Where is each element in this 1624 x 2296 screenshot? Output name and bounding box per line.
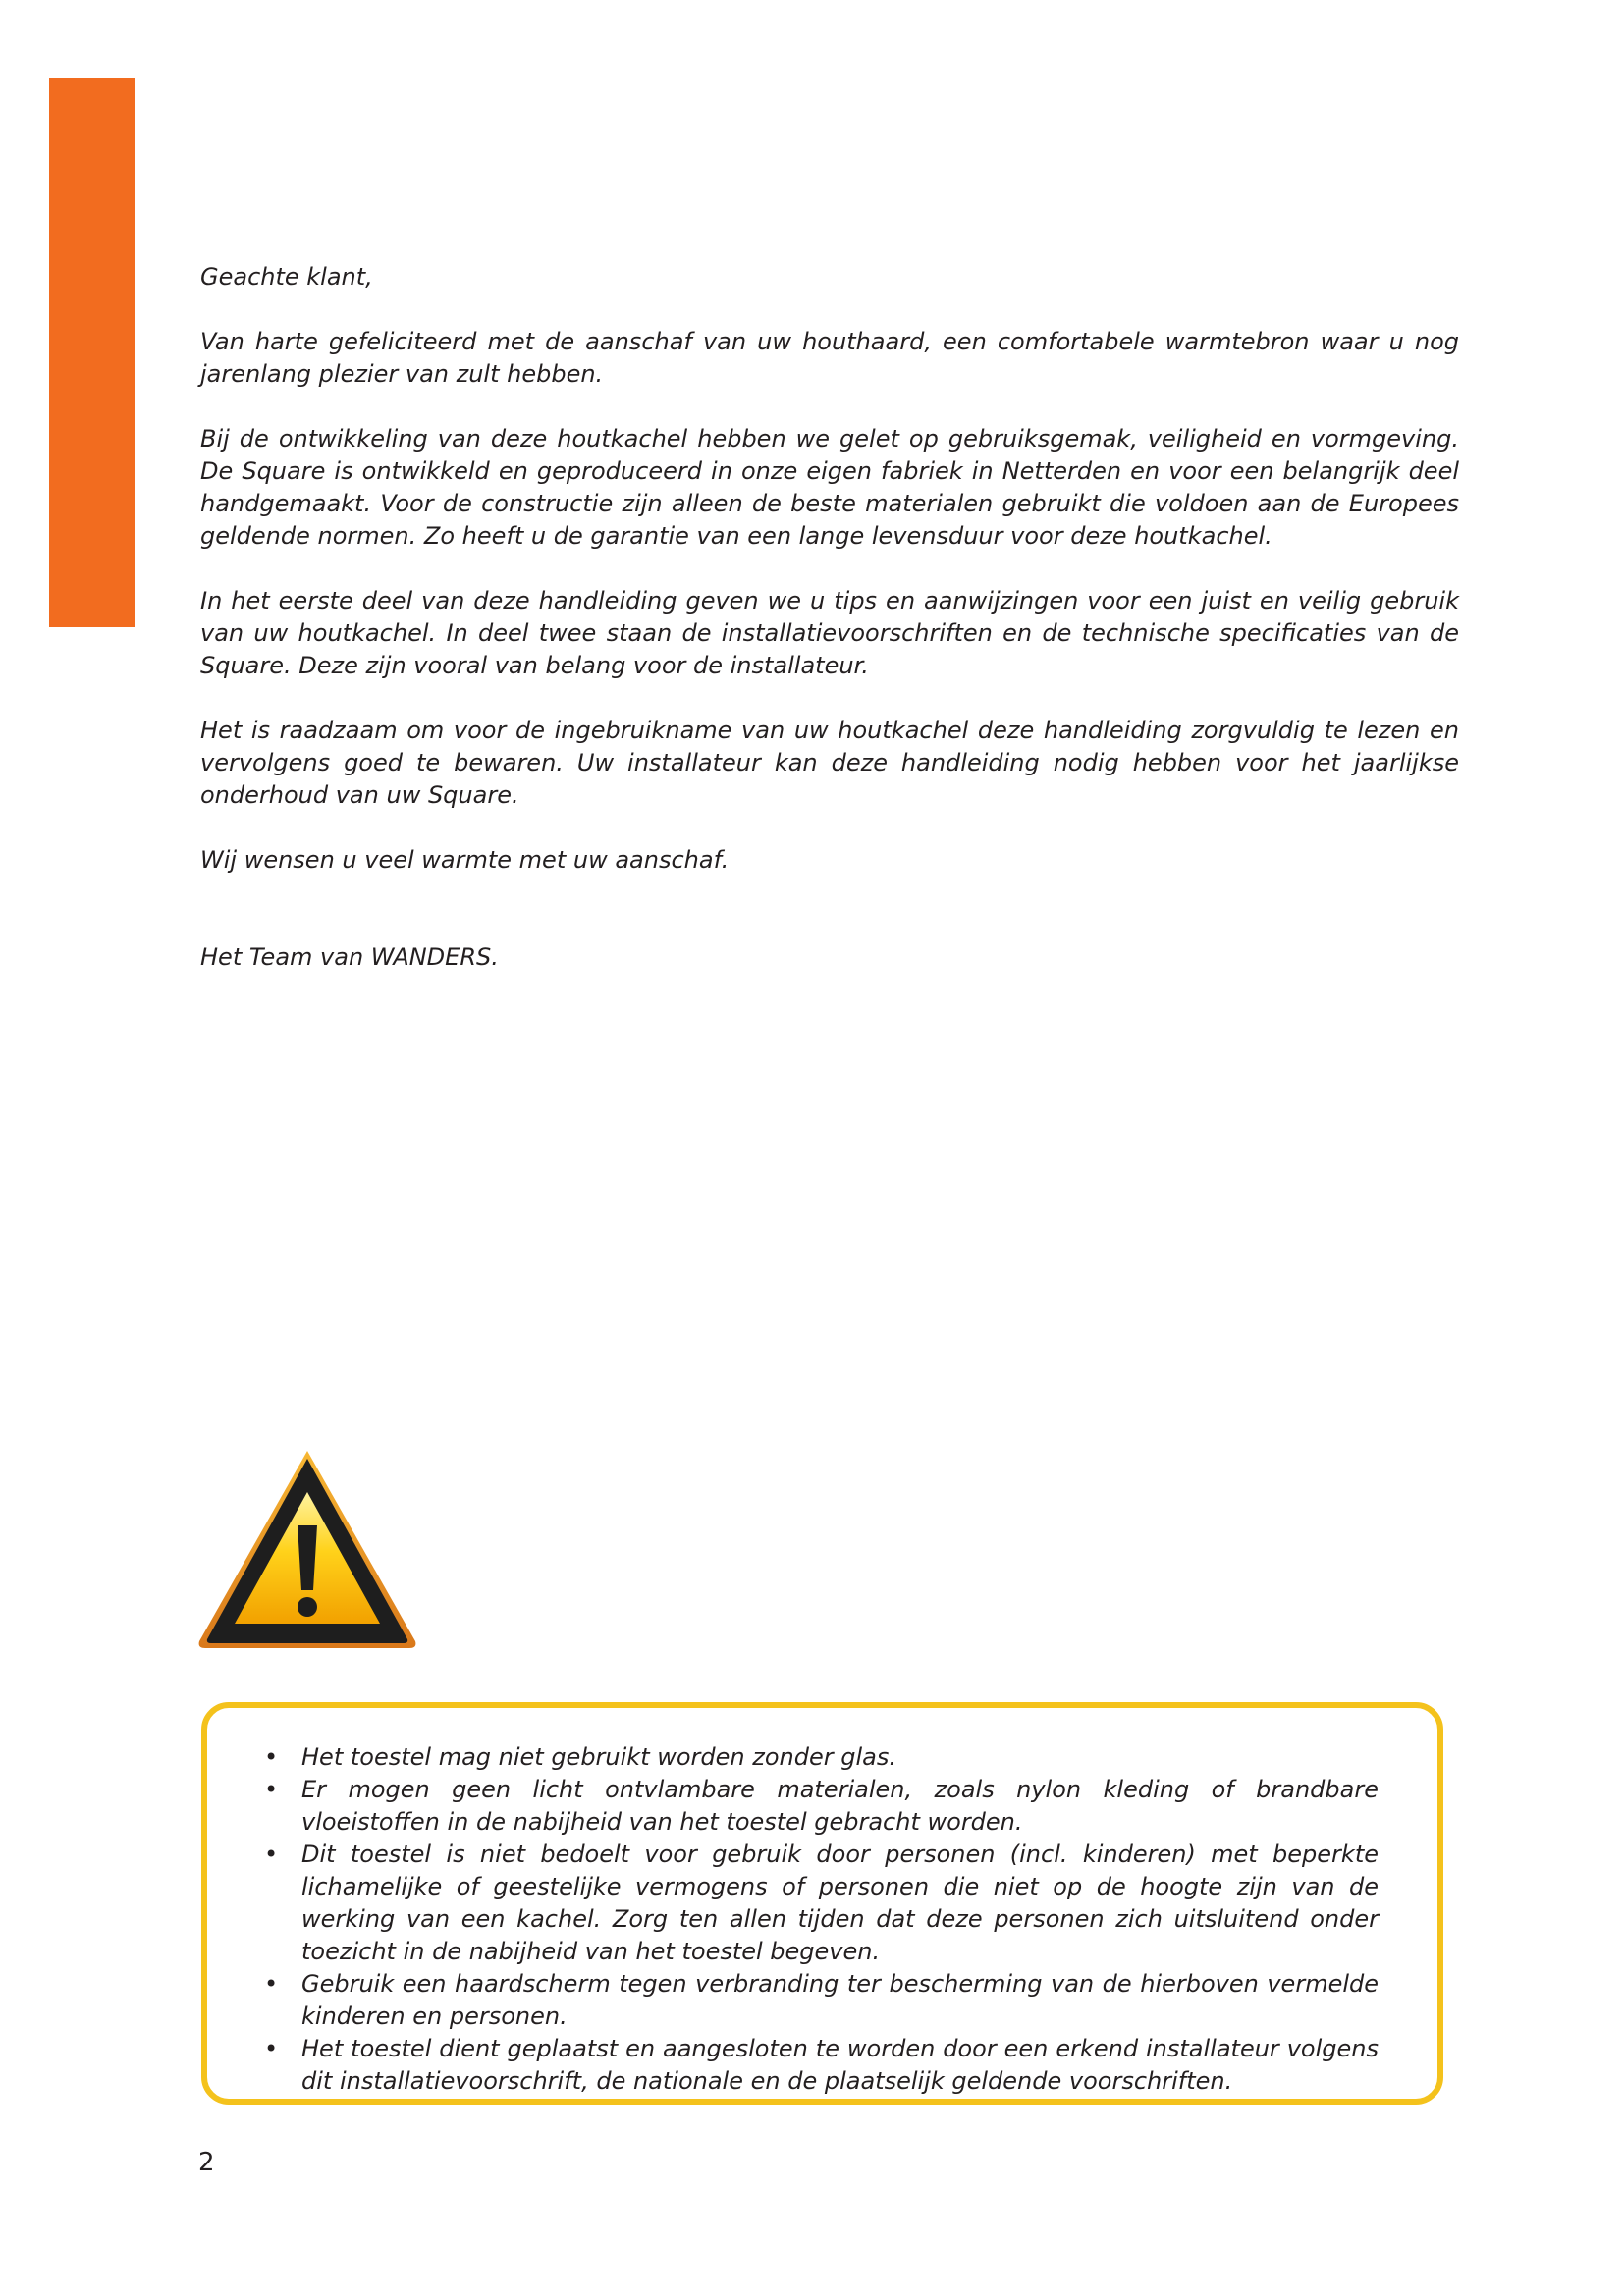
letter-paragraph: Het is raadzaam om voor de ingebruikname van uw houtkachel deze handleiding zorgvuldig te lezen en vervolgens goed te bewaren. Uw installateur kan deze handleiding nodig hebben voor het jaarlijkse onderhoud van uw Square. xyxy=(200,717,1459,809)
letter-paragraph: In het eerste deel van deze handleiding geven we u tips en aanwijzingen voor een juist en veilig gebruik van uw houtkachel. In deel twee staan de installatievoorschriften en de technische specificaties van de Square. Deze zijn vooral van belang voor de installateur. xyxy=(200,587,1459,679)
letter-paragraph: Bij de ontwikkeling van deze houtkachel hebben we gelet op gebruiksgemak, veiligheid en vormgeving. De Square is ontwikkeld en geproduceerd in onze eigen fabriek in Netterden en voor een belangrijk deel handgemaakt. Voor de constructie zijn alleen de beste materialen gebruikt die voldoen aan de Europees geldende normen. Zo heeft u de garantie van een lange levensduur voor deze houtkachel. xyxy=(200,425,1459,550)
orange-accent-bar xyxy=(49,78,135,627)
letter-closing-wish: Wij wensen u veel warmte met uw aanschaf. xyxy=(200,846,730,874)
warning-item-text: Er mogen geen licht ontvlambare materialen, zoals nylon kleding of brandbare vloeistoffen in de nabijheid van het toestel gebracht worden. xyxy=(301,1776,1379,1836)
bullet-icon: • xyxy=(264,2035,279,2062)
warning-item xyxy=(258,1774,1379,1839)
warning-item xyxy=(258,1968,1379,2033)
warning-item-text: Het toestel dient geplaatst en aangesloten te worden door een erkend installateur volgens dit installatievoorschrift, de nationale en de plaatselijk geldende voorschriften. xyxy=(301,2035,1379,2095)
bullet-icon: • xyxy=(264,1776,279,1803)
warning-item-text: Het toestel mag niet gebruikt worden zonder glas. xyxy=(301,1743,896,1771)
page-number: 2 xyxy=(198,2148,215,2177)
warning-item-text: Gebruik een haardscherm tegen verbranding ter bescherming van de hierboven vermelde kinderen en personen. xyxy=(301,1970,1379,2030)
warning-item-text: Dit toestel is niet bedoelt voor gebruik door personen (incl. kinderen) met beperkte lichamelijke of geestelijke vermogens of personen die niet op de hoogte zijn van de werking van een kachel. Zorg ten allen tijden dat deze personen zich uitsluitend onder toezicht in de nabijheid van het toestel begeven. xyxy=(301,1841,1379,1965)
warning-item xyxy=(258,2033,1379,2098)
letter-signature: Het Team van WANDERS. xyxy=(200,943,499,971)
bullet-icon: • xyxy=(264,1743,279,1771)
warning-item xyxy=(258,1839,1379,1968)
bullet-icon: • xyxy=(264,1970,279,1998)
bullet-icon: • xyxy=(264,1841,279,1868)
letter-greeting: Geachte klant, xyxy=(200,263,373,291)
warning-triangle-icon xyxy=(196,1449,418,1650)
warning-list xyxy=(207,1708,1437,2098)
warning-item xyxy=(258,1741,1379,1774)
letter-paragraph: Van harte gefeliciteerd met de aanschaf van uw houthaard, een comfortabele warmtebron waar u nog jarenlang plezier van zult hebben. xyxy=(200,328,1459,388)
letter-body xyxy=(200,261,1459,1006)
warning-box xyxy=(201,1702,1443,2105)
